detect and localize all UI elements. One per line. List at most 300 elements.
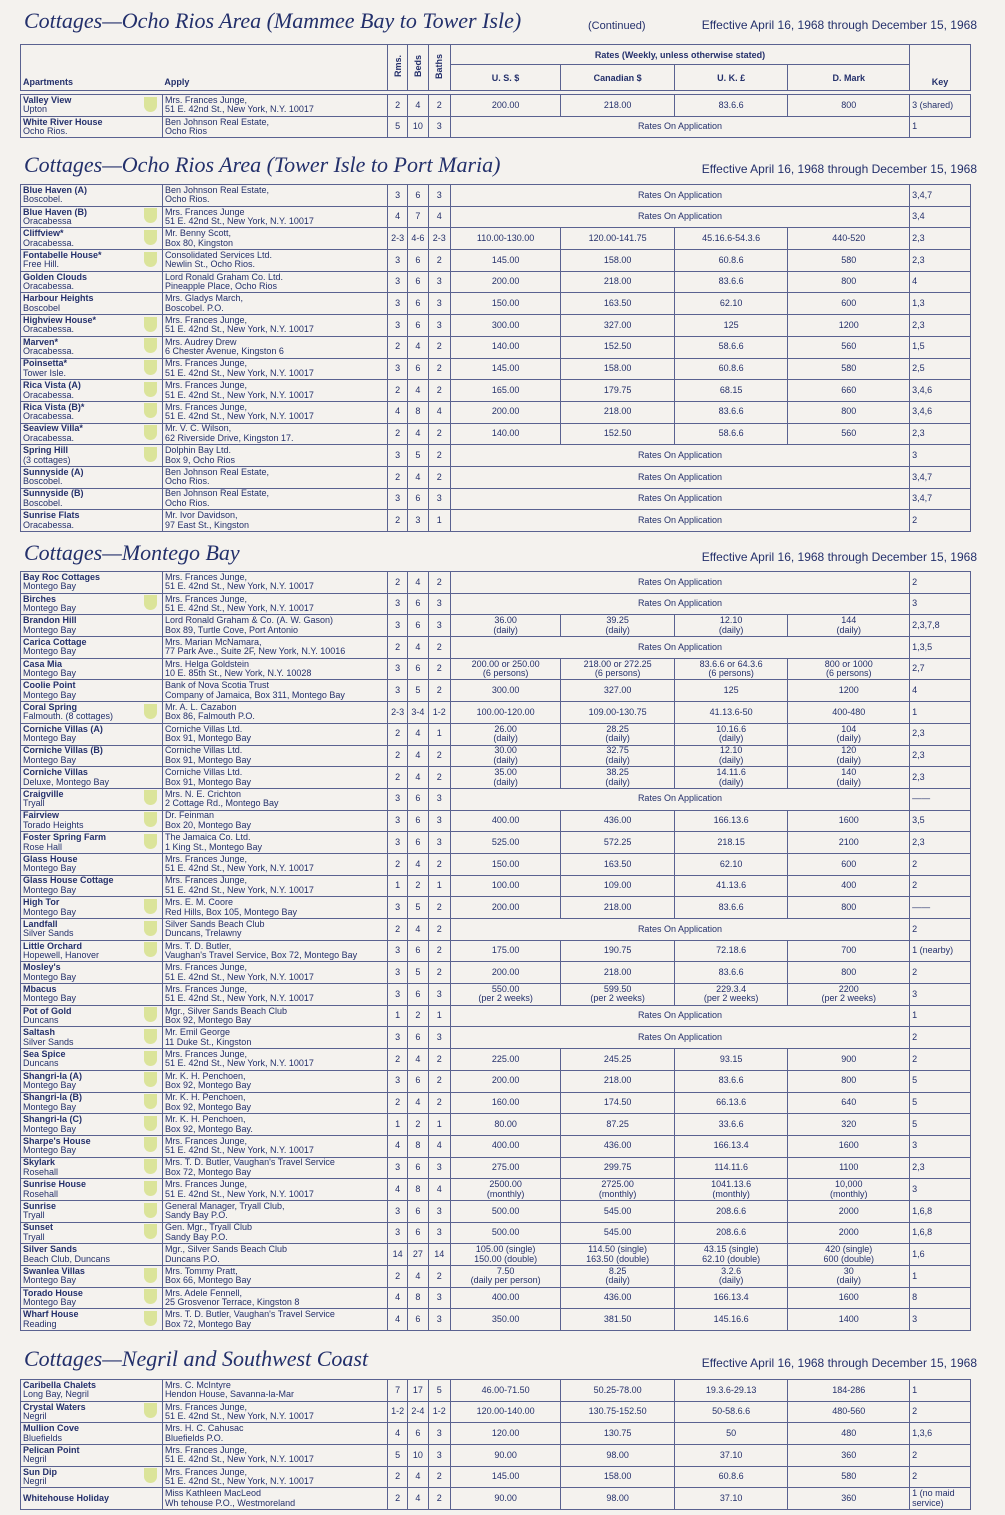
apply-line1: Corniche Villas Ltd. xyxy=(164,723,243,734)
key-line1: 2,5 xyxy=(912,363,925,374)
property-cell xyxy=(21,1488,139,1510)
key-value xyxy=(910,293,971,315)
rate-uk xyxy=(674,1200,788,1222)
rate-uk-line1: 166.13.4 xyxy=(713,1140,749,1151)
listing-row xyxy=(21,1466,971,1488)
apply-line1: Mrs. Frances Junge xyxy=(164,206,245,217)
rate-uk xyxy=(674,1222,788,1244)
key-line1: 2,3 xyxy=(912,1162,925,1173)
listing-row xyxy=(21,380,971,402)
property-cell xyxy=(21,271,139,293)
rate-us-line2: (daily per person) xyxy=(470,1275,541,1286)
apply-contact xyxy=(162,897,387,919)
key-line1: 1,5 xyxy=(912,341,925,352)
highlight-marker xyxy=(144,1181,157,1196)
property-location: Silver Sands xyxy=(23,1036,74,1047)
rate-ca-line2: (daily) xyxy=(605,624,630,635)
property-name: Saltash xyxy=(23,1027,56,1038)
highlight-marker xyxy=(144,1072,157,1087)
listing-row xyxy=(21,1423,971,1445)
rooms-value: 4 xyxy=(388,1309,408,1331)
apply-line2: Ocho Rios. xyxy=(164,497,210,508)
apply-line2: 51 E. 42nd St., New York, N.Y. 10017 xyxy=(164,884,314,895)
rate-us-line1: 200.00 xyxy=(491,406,520,417)
marker-cell xyxy=(138,1135,162,1157)
apply-contact xyxy=(162,962,387,984)
apply-contact xyxy=(162,1445,387,1467)
marker-cell xyxy=(138,658,162,680)
property-location: Montego Bay xyxy=(23,1080,77,1091)
property-cell xyxy=(21,1200,139,1222)
listing-row xyxy=(21,1027,971,1049)
canadian-dollar-header: Canadian $ xyxy=(561,65,675,91)
property-location: Torado Heights xyxy=(23,819,84,830)
property-name: Swanlea Villas xyxy=(23,1265,85,1276)
key-line1: 2 xyxy=(912,1449,918,1460)
rate-us-line1: 90.00 xyxy=(494,1449,517,1460)
beds-value: 4 xyxy=(408,336,428,358)
key-value xyxy=(910,206,971,228)
rate-ca-line1: 179.75 xyxy=(603,384,632,395)
rate-us-line1: 80.00 xyxy=(494,1118,517,1129)
rate-ca-line1: 218.00 xyxy=(603,1075,632,1086)
apply-contact xyxy=(162,401,387,423)
rate-uk xyxy=(674,336,788,358)
key-line2: service) xyxy=(912,1497,944,1508)
highlight-marker xyxy=(144,382,157,397)
effective-dates: Effective April 16, 1968 through December 15, 1968 xyxy=(701,550,977,564)
rate-uk xyxy=(674,853,788,875)
key-line1: 2,3 xyxy=(912,232,925,243)
rate-uk xyxy=(674,680,788,702)
apply-line2: 51 E. 42nd St., New York, N.Y. 10017 xyxy=(164,1454,314,1465)
beds-value: 4 xyxy=(408,1266,428,1288)
key-value xyxy=(910,1401,971,1423)
rate-ca-line1: 218.00 xyxy=(603,901,632,912)
highlight-marker xyxy=(144,1224,157,1239)
apply-line2: Box 92, Montego Bay xyxy=(164,1015,251,1026)
apply-line2: Duncans P.O. xyxy=(164,1253,220,1264)
property-location: Montego Bay xyxy=(23,884,77,895)
rooms-value: 2 xyxy=(388,510,408,532)
rooms-value: 3 xyxy=(388,940,408,962)
property-name: Sharpe's House xyxy=(23,1135,91,1146)
rate-us xyxy=(450,832,561,854)
apply-contact xyxy=(162,95,387,117)
key-value xyxy=(910,1266,971,1288)
rates-on-application: Rates On Application xyxy=(450,637,909,659)
key-value xyxy=(910,723,971,745)
listing-row xyxy=(21,1070,971,1092)
rate-us xyxy=(450,423,561,445)
rate-dm-line1: 700 xyxy=(841,945,857,956)
apartments-header: Apartments xyxy=(21,45,139,91)
beds-value: 2 xyxy=(408,1114,428,1136)
rates-on-application: Rates On Application xyxy=(450,1027,909,1049)
rate-us xyxy=(450,250,561,272)
marker-cell xyxy=(138,940,162,962)
beds-value: 8 xyxy=(408,1287,428,1309)
property-location: (3 cottages) xyxy=(23,454,71,465)
listing-row xyxy=(21,919,971,941)
rooms-value: 3 xyxy=(388,984,408,1006)
rate-dm-line1: 1600 xyxy=(838,1292,859,1303)
rate-uk xyxy=(674,1466,788,1488)
apply-line2: 51 E. 42nd St., New York, N.Y. 10017 xyxy=(164,581,314,592)
apply-line1: Mrs. Frances Junge, xyxy=(164,853,247,864)
rate-dm-line1: 1100 xyxy=(839,1162,859,1173)
marker-cell xyxy=(138,1445,162,1467)
apply-line1: Mrs. Tommy Pratt, xyxy=(164,1265,238,1276)
key-value xyxy=(910,1423,971,1445)
key-line1: 3 xyxy=(912,1140,918,1151)
apply-line2: Box 91, Montego Bay xyxy=(164,733,251,744)
property-cell xyxy=(21,95,139,117)
rate-uk xyxy=(674,1488,788,1510)
rate-ca xyxy=(561,767,675,789)
rate-dm xyxy=(788,875,910,897)
rate-dm xyxy=(788,1135,910,1157)
key-value xyxy=(910,1070,971,1092)
rate-us-line1: 500.00 xyxy=(491,1205,520,1216)
property-location: Montego Bay xyxy=(23,733,77,744)
key-value xyxy=(910,1380,971,1402)
highlight-marker xyxy=(144,252,157,267)
rate-uk xyxy=(674,401,788,423)
rate-uk-line1: 83.6.6 xyxy=(718,1075,744,1086)
apply-line2: Newlin St., Ocho Rios. xyxy=(164,259,255,270)
rate-ca-line2: (daily) xyxy=(605,776,630,787)
rooms-value: 3 xyxy=(388,680,408,702)
rate-uk xyxy=(674,1287,788,1309)
rate-dm xyxy=(788,1401,910,1423)
property-location: Tryall xyxy=(23,798,45,809)
rates-header: Rates (Weekly, unless otherwise stated) xyxy=(450,45,909,65)
property-cell xyxy=(21,1179,139,1201)
rate-us-line1: 275.00 xyxy=(491,1162,520,1173)
apply-line1: Mrs. Frances Junge, xyxy=(164,401,247,412)
highlight-marker xyxy=(144,208,157,223)
rate-us xyxy=(450,315,561,337)
rate-ca xyxy=(561,984,675,1006)
section-heading xyxy=(24,4,977,36)
apply-line1: The Jamaica Co. Ltd. xyxy=(164,832,251,843)
property-cell xyxy=(21,767,139,789)
key-value xyxy=(910,185,971,207)
rate-ca xyxy=(561,658,675,680)
rate-us-line2: (daily) xyxy=(493,624,518,635)
apply-line2: Box 66, Montego Bay xyxy=(164,1275,251,1286)
key-line1: 1 (nearby) xyxy=(912,945,954,956)
baths-value: 14 xyxy=(428,1244,450,1266)
rate-us-line1: 165.00 xyxy=(491,384,520,395)
rate-uk-line2: (daily) xyxy=(718,776,744,787)
rate-dm-line1: 120 xyxy=(841,745,857,756)
marker-cell xyxy=(138,962,162,984)
apply-line1: Mrs. Marian McNamara, xyxy=(164,636,262,647)
property-location: Negril xyxy=(23,1454,47,1465)
apply-line1: Corniche Villas Ltd. xyxy=(164,745,243,756)
key-line1: 2 xyxy=(912,1406,918,1417)
rate-ca xyxy=(561,1488,675,1510)
baths-value: 3 xyxy=(428,315,450,337)
rooms-value: 4 xyxy=(388,1179,408,1201)
rate-ca-line1: 114.50 (single) xyxy=(588,1244,648,1255)
rooms-value: 2 xyxy=(388,336,408,358)
apply-line2: Red Hills, Box 105, Montego Bay xyxy=(164,906,298,917)
apply-line2: 51 E. 42nd St., New York, N.Y. 10017 xyxy=(164,993,314,1004)
marker-cell xyxy=(138,1380,162,1402)
rates-on-application: Rates On Application xyxy=(450,466,909,488)
rate-ca-line1: 98.00 xyxy=(606,1493,629,1504)
apply-line1: Mr. K. H. Penchoen, xyxy=(164,1114,246,1125)
rate-uk-line1: 58.6.6 xyxy=(718,341,744,352)
property-location: Montego Bay xyxy=(23,863,77,874)
rate-dm-line1: 400 xyxy=(841,880,857,891)
rate-dm xyxy=(788,271,910,293)
property-location: Montego Bay xyxy=(23,906,77,917)
rate-ca-line1: 152.50 xyxy=(603,341,632,352)
key-value xyxy=(910,615,971,637)
rate-uk-line2: (per 2 weeks) xyxy=(703,993,759,1004)
rate-ca-line2: 163.50 (double) xyxy=(586,1253,650,1264)
marker-cell xyxy=(138,228,162,250)
rate-us-line2: (daily) xyxy=(493,754,518,765)
baths-value: 1 xyxy=(428,1114,450,1136)
property-name: Brandon Hill xyxy=(23,615,77,626)
property-name: Cliffview* xyxy=(23,228,64,239)
rate-ca xyxy=(561,228,675,250)
apply-line1: Mrs. Frances Junge, xyxy=(164,314,247,325)
property-location: Oracabessa xyxy=(23,216,72,227)
rate-us-line2: (monthly) xyxy=(486,1188,525,1199)
apply-line2: Box 80, Kingston xyxy=(164,237,233,248)
apply-contact xyxy=(162,423,387,445)
key-value xyxy=(910,1200,971,1222)
beds-value: 6 xyxy=(408,1309,428,1331)
listing-row xyxy=(21,962,971,984)
marker-cell xyxy=(138,875,162,897)
apply-line2: Box 92, Montego Bay. xyxy=(164,1123,253,1134)
marker-cell xyxy=(138,1200,162,1222)
property-cell xyxy=(21,680,139,702)
rate-us xyxy=(450,962,561,984)
rate-ca-line1: 130.75 xyxy=(603,1427,632,1438)
rates-on-application: Rates On Application xyxy=(450,919,909,941)
apply-line1: Mrs. Adele Fennell, xyxy=(164,1287,242,1298)
property-name: Golden Clouds xyxy=(23,271,87,282)
baths-value: 3 xyxy=(428,1222,450,1244)
rate-uk-line2: 62.10 (double) xyxy=(702,1253,761,1264)
baths-value: 2 xyxy=(428,423,450,445)
rate-us xyxy=(450,1222,561,1244)
rate-dm xyxy=(788,832,910,854)
rate-ca-line1: 381.50 xyxy=(603,1313,632,1324)
rate-us xyxy=(450,658,561,680)
beds-value: 6 xyxy=(408,358,428,380)
apply-line1: Mrs. Helga Goldstein xyxy=(164,658,249,669)
apply-line2: 51 E. 42nd St., New York, N.Y. 10017 xyxy=(164,389,314,400)
listing-row xyxy=(21,875,971,897)
beds-value: 6 xyxy=(408,1222,428,1244)
rate-uk-line1: 12.10 xyxy=(719,615,743,626)
rate-ca-line1: 87.25 xyxy=(606,1118,629,1129)
rate-ca-line1: 109.00 xyxy=(603,880,632,891)
rates-on-application: Rates On Application xyxy=(450,116,909,138)
rate-uk xyxy=(674,832,788,854)
rate-uk xyxy=(674,1114,788,1136)
marker-cell xyxy=(138,466,162,488)
highlight-marker xyxy=(144,595,157,610)
property-location: Ocho Rios. xyxy=(23,126,68,137)
apply-contact xyxy=(162,615,387,637)
property-name: Corniche Villas (B) xyxy=(23,745,103,756)
baths-value: 3 xyxy=(428,593,450,615)
rooms-value: 3 xyxy=(388,788,408,810)
key-value xyxy=(910,593,971,615)
apply-contact xyxy=(162,1401,387,1423)
rate-dm xyxy=(788,95,910,117)
property-name: Highview House* xyxy=(23,314,97,325)
baths-value: 3 xyxy=(428,984,450,1006)
apply-line1: Ben Johnson Real Estate, xyxy=(164,466,270,477)
highlight-marker xyxy=(144,1007,157,1022)
marker-cell xyxy=(138,1222,162,1244)
beds-value: 4 xyxy=(408,1049,428,1071)
rate-uk-line1: 45.16.6-54.3.6 xyxy=(702,232,761,243)
marker-cell xyxy=(138,788,162,810)
property-name: Skylark xyxy=(23,1157,56,1168)
rate-us-line1: 200.00 xyxy=(491,966,520,977)
property-cell xyxy=(21,380,139,402)
apply-line2: 62 Riverside Drive, Kingston 17. xyxy=(164,432,294,443)
apply-contact xyxy=(162,116,387,138)
rate-dm-line1: 360 xyxy=(841,1449,857,1460)
marker-cell xyxy=(138,185,162,207)
rate-uk xyxy=(674,1401,788,1423)
marker-cell xyxy=(138,1027,162,1049)
marker-cell xyxy=(138,897,162,919)
rate-ca xyxy=(561,897,675,919)
rate-uk-line2: (daily) xyxy=(718,1275,744,1286)
apply-line1: Mr. K. H. Penchoen, xyxy=(164,1092,246,1103)
marker-cell xyxy=(138,1157,162,1179)
apply-line1: Mrs. H. C. Cahusac xyxy=(164,1423,244,1434)
rate-uk-line2: (monthly) xyxy=(712,1188,750,1199)
baths-value: 5 xyxy=(428,1380,450,1402)
rate-dm xyxy=(788,897,910,919)
rate-uk-line1: 58.6.6 xyxy=(718,428,744,439)
baths-value: 2 xyxy=(428,853,450,875)
property-location: Oracabessa. xyxy=(23,237,75,248)
key-line1: 3 xyxy=(912,1313,918,1324)
rate-ca-line1: 158.00 xyxy=(603,363,632,374)
rate-us xyxy=(450,1287,561,1309)
apply-line1: Mrs. Frances Junge, xyxy=(164,1048,247,1059)
rate-ca-line1: 130.75-152.50 xyxy=(588,1406,647,1417)
apply-line2: Wh tehouse P.O., Westmoreland xyxy=(164,1497,296,1508)
apply-contact xyxy=(162,250,387,272)
rate-us-line1: 200.00 xyxy=(491,276,520,287)
property-cell xyxy=(21,336,139,358)
key-line1: 1,6,8 xyxy=(912,1205,933,1216)
property-location: Montego Bay xyxy=(23,624,77,635)
rate-uk-line1: 19.3.6-29.13 xyxy=(705,1384,757,1395)
section-heading xyxy=(24,148,977,180)
beds-value: 4 xyxy=(408,919,428,941)
marker-cell xyxy=(138,358,162,380)
apply-contact xyxy=(162,315,387,337)
property-cell xyxy=(21,745,139,767)
rate-ca xyxy=(561,1135,675,1157)
property-location: Silver Sands xyxy=(23,928,74,939)
rate-dm xyxy=(788,745,910,767)
apply-contact xyxy=(162,940,387,962)
beds-value: 6 xyxy=(408,832,428,854)
rate-uk xyxy=(674,767,788,789)
apply-line2: 10 E. 85th St., New York, N.Y. 10028 xyxy=(164,668,312,679)
key-line1: 1,6 xyxy=(912,1248,925,1259)
rate-ca xyxy=(561,940,675,962)
beds-value: 2 xyxy=(408,875,428,897)
rates-on-application: Rates On Application xyxy=(450,572,909,594)
rate-us xyxy=(450,1466,561,1488)
listing-row xyxy=(21,832,971,854)
key-line1: 5 xyxy=(912,1097,918,1108)
highlight-marker xyxy=(144,1311,157,1326)
key-line1: 3,5 xyxy=(912,815,925,826)
listing-row xyxy=(21,984,971,1006)
rate-uk xyxy=(674,1266,788,1288)
apply-contact xyxy=(162,1070,387,1092)
beds-value: 6 xyxy=(408,615,428,637)
key-value xyxy=(910,1222,971,1244)
highlight-marker xyxy=(144,317,157,332)
property-cell xyxy=(21,358,139,380)
key-line1: 3 xyxy=(912,449,918,460)
rate-us xyxy=(450,875,561,897)
baths-value: 3 xyxy=(428,615,450,637)
key-value xyxy=(910,919,971,941)
rooms-value: 2 xyxy=(388,380,408,402)
rate-dm-line2: (6 persons) xyxy=(826,668,872,679)
rate-us xyxy=(450,940,561,962)
key-line1: 5 xyxy=(912,1075,918,1086)
property-name: Sunnyside (A) xyxy=(23,466,84,477)
rate-ca-line1: 545.00 xyxy=(603,1227,632,1238)
rate-us xyxy=(450,984,561,1006)
property-cell xyxy=(21,1380,139,1402)
property-name: Sunrise House xyxy=(23,1179,87,1190)
property-name: Sun Dip xyxy=(23,1466,57,1477)
property-location: Oracabessa. xyxy=(23,389,75,400)
rate-ca-line1: 28.25 xyxy=(606,723,629,734)
rate-us-line1: 350.00 xyxy=(491,1313,520,1324)
rate-us-line1: 145.00 xyxy=(491,363,520,374)
property-cell xyxy=(21,723,139,745)
listing-row xyxy=(21,315,971,337)
rate-ca-line1: 218.00 xyxy=(603,276,632,287)
rate-uk xyxy=(674,1244,788,1266)
marker-cell xyxy=(138,1179,162,1201)
effective-dates: Effective April 16, 1968 through December 15, 1968 xyxy=(701,1356,977,1370)
listing-row xyxy=(21,336,971,358)
beds-value: 6 xyxy=(408,293,428,315)
rate-us xyxy=(450,897,561,919)
listing-row xyxy=(21,615,971,637)
key-line1: 2,3 xyxy=(912,254,925,265)
rate-uk-line1: 41.13.6 xyxy=(716,880,747,891)
